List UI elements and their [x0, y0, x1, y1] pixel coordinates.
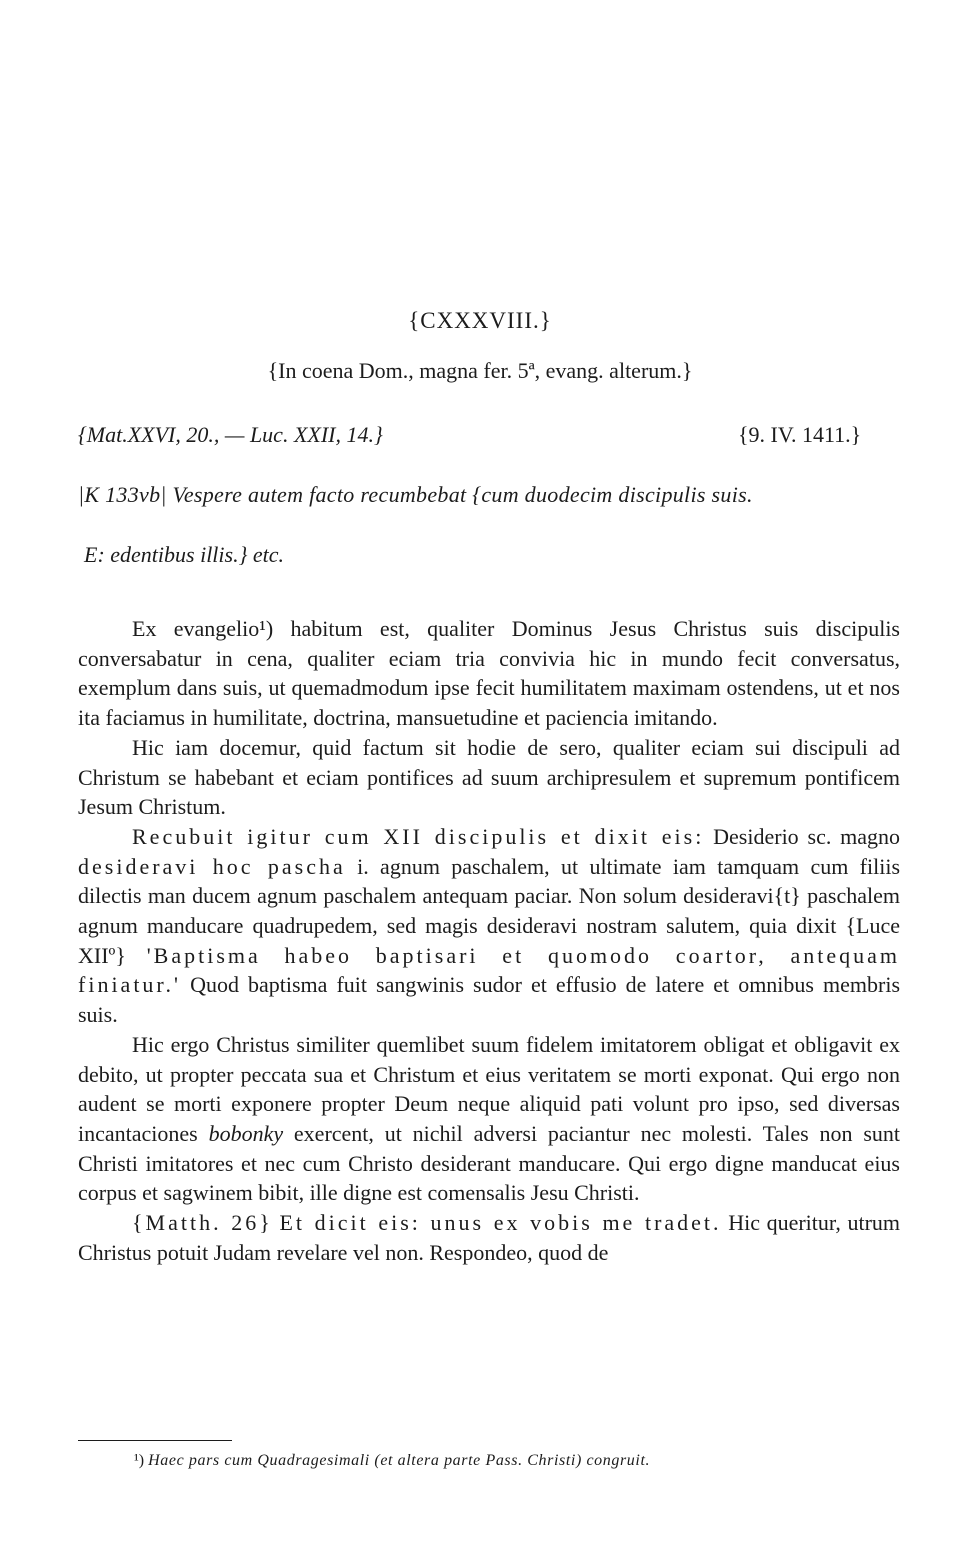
sermon-occasion-subtitle: {In coena Dom., magna fer. 5ª, evang. alterum.}: [267, 358, 693, 383]
lemma-spaced-text-3: Et dicit eis: unus ex vobis me tradet.: [279, 1210, 722, 1236]
footnote-marker: ¹): [134, 1452, 145, 1469]
paragraph-3: [78, 822, 900, 1030]
footnote: [134, 1452, 650, 1470]
paragraph-1: Ex evangelio¹) habitum est, qualiter Dominus Jesus Christus suis discipulis conversabatur in cena, qualiter eciam tria convivia hic in mundo fecit conversatus, exemplum dans suis, ut quemadmodum ipse fecit humilitatem maximam ostendens, ut et nos ita faciamus in humilitate, doctrina, mansuetudine et paciencia imitando.: [78, 616, 900, 731]
paragraph-4: [78, 1030, 900, 1208]
paragraph-5: [78, 1208, 900, 1267]
sermon-date: {9. IV. 1411.}: [738, 422, 862, 447]
paragraph-4-end: exercent, ut nichil adversi paciantur nec molesti. Tales non sunt Christi imitatores et nec cum Christo desiderant manducare. Qui ergo digne manducat eius corpus et sagwinem bibit, ille digne est comensalis Jesu Christi.: [78, 1120, 901, 1206]
paragraph-3-text: i. agnum paschalem, ut ultimate iam tamquam cum filiis dilectis man ducem agnum paschalem antequam paciar. Non solum desideravi{t} paschalem agnum manducare quadrupedem, sed magis desideravi nostram salutem, quia dixit: [78, 853, 901, 939]
lemma-spaced-text-2: desideravi hoc pascha: [78, 853, 346, 879]
czech-word-italic: bobonky: [208, 1120, 284, 1146]
footnote-text: Haec pars cum Quadragesimali (et altera parte Pass. Christi) congruit.: [148, 1452, 651, 1469]
bible-quote: 'Baptisma habeo baptisari et quomodo coartor, antequam finiatur.': [78, 942, 900, 998]
incipit-line-2: E: edentibus illis.} etc.: [84, 542, 285, 567]
sermon-number-heading: {CXXXVIII.}: [408, 308, 552, 333]
bible-reference-luke: {Luce XIIº}: [78, 913, 900, 968]
lemma-gloss: Desiderio sc. magno: [713, 823, 901, 849]
sermon-body: [78, 614, 900, 1267]
paragraph-2: Hic iam docemur, quid factum sit hodie de sero, qualiter eciam sui discipuli ad Christum se habebant et eciam pontifices ad suum archipresulem et supremum pontificem Jesum Christum.: [78, 734, 900, 820]
scripture-reference: {Mat.XXVI, 20., — Luc. XXII, 14.}: [78, 422, 383, 447]
lemma-spaced-text: Recubuit igitur cum XII discipulis et dixit eis:: [132, 823, 705, 849]
footnote-divider: [78, 1440, 232, 1441]
paragraph-3-end: Quod baptisma fuit sangwinis sudor et effusio de latere et omnibus membris suis.: [78, 972, 901, 1028]
paragraph-5-text: Hic queritur, utrum Christus potuit Judam revelare vel non. Respondeo, quod de: [78, 1210, 901, 1265]
bible-reference-matthew: {Matth. 26}: [132, 1210, 273, 1236]
incipit-line-1: |K 133vb| Vespere autem facto recumbebat {cum duodecim discipulis suis.: [78, 482, 753, 507]
paragraph-4-text: Hic ergo Christus similiter quemlibet suum fidelem imitatorem obligat et obligavit ex debito, ut propter peccata sua et Christum et eius veritatem se morti exponat. Qui ergo non audent se morti exponere propter Deum neque aliquid pati volunt pro ipso, sed diversas incantaciones: [78, 1031, 900, 1146]
